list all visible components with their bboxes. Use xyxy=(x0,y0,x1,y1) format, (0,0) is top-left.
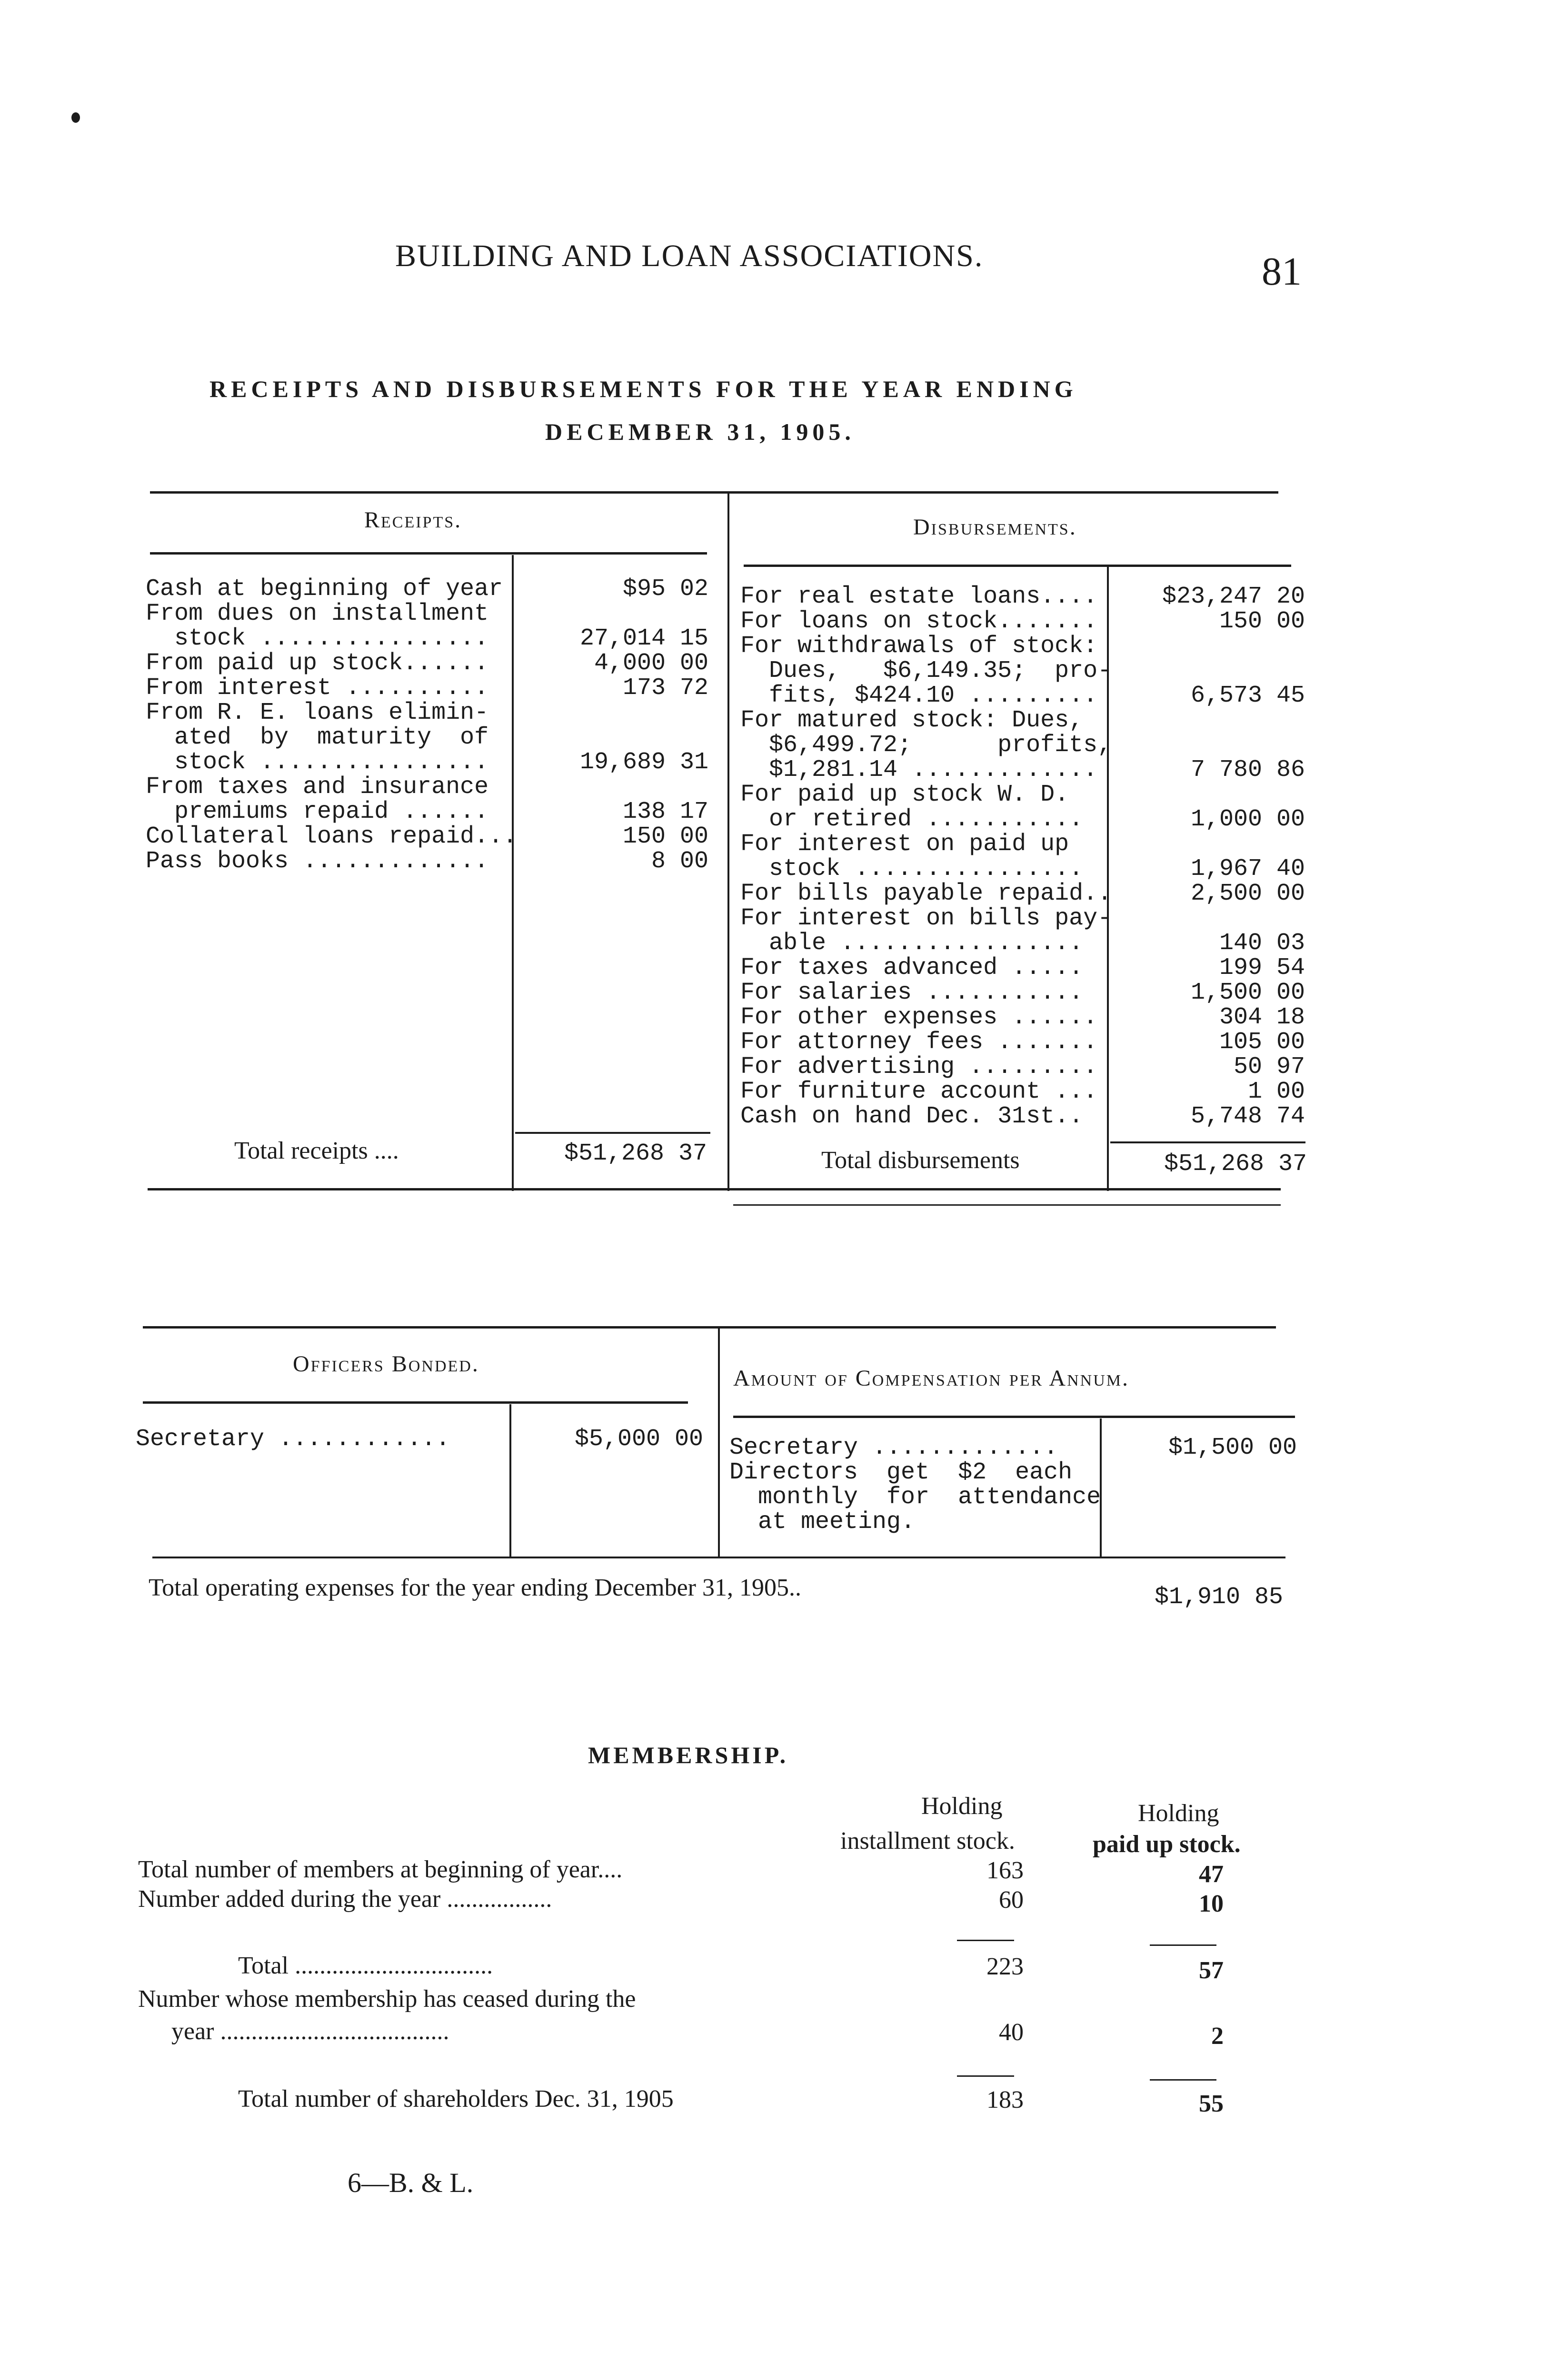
row-amount: 1,967 40 xyxy=(1190,855,1305,883)
row-label: For other expenses ...... xyxy=(740,1004,1098,1031)
row-amount: $5,000 00 xyxy=(574,1426,703,1453)
row-amount: 7 780 86 xyxy=(1190,756,1305,783)
row-label: For advertising ......... xyxy=(740,1053,1098,1081)
membership-paid-up-count: 55 xyxy=(1199,2090,1224,2117)
row-label: monthly for attendance xyxy=(729,1484,1101,1511)
row-amount: 105 00 xyxy=(1219,1029,1305,1056)
total-disbursements-label: Total disbursements xyxy=(821,1147,1020,1174)
page-number: 81 xyxy=(1262,249,1302,294)
row-amount: 8 00 xyxy=(651,848,708,875)
row-label: Secretary ............. xyxy=(729,1434,1058,1461)
row-label: For interest on bills pay- xyxy=(740,905,1112,932)
section-title-line1: RECEIPTS AND DISBURSEMENTS FOR THE YEAR ENDING xyxy=(209,376,1077,402)
membership-heading: MEMBERSHIP. xyxy=(588,1742,789,1768)
total-receipts-amount: $51,268 37 xyxy=(564,1140,707,1167)
officers-heading: Officers Bonded. xyxy=(293,1351,479,1377)
row-label: From paid up stock...... xyxy=(146,650,489,677)
total-receipts-label: Total receipts .... xyxy=(234,1137,399,1164)
row-label: premiums repaid ...... xyxy=(146,798,489,825)
row-label: For bills payable repaid.. xyxy=(740,880,1112,907)
row-amount: 1 00 xyxy=(1247,1078,1305,1105)
row-amount: 19,689 31 xyxy=(579,749,708,776)
membership-installment-count: 60 xyxy=(999,1886,1024,1914)
row-label: For withdrawals of stock: xyxy=(740,633,1098,660)
membership-paid-up-count: 10 xyxy=(1199,1890,1224,1917)
row-label: Secretary ............ xyxy=(136,1426,450,1453)
membership-col2-header-line1: Holding xyxy=(1138,1800,1219,1827)
row-label: For real estate loans.... xyxy=(740,583,1098,610)
running-title: BUILDING AND LOAN ASSOCIATIONS. xyxy=(395,238,984,273)
membership-paid-up-count: 2 xyxy=(1211,2023,1224,2050)
row-amount: 2,500 00 xyxy=(1190,880,1305,907)
membership-total-rule-2 xyxy=(1150,2079,1216,2081)
row-amount: 304 18 xyxy=(1219,1004,1305,1031)
compensation-heading: Amount of Compensation per Annum. xyxy=(733,1366,1129,1391)
membership-subtotal-rule-1 xyxy=(957,1940,1014,1941)
membership-row-label: year ..................................... xyxy=(171,2018,449,2045)
row-amount: $23,247 20 xyxy=(1162,583,1305,610)
membership-row-label: Total ................................ xyxy=(238,1952,493,1979)
row-amount: 138 17 xyxy=(622,798,708,825)
row-label: stock ................ xyxy=(740,855,1084,883)
row-amount: 150 00 xyxy=(1219,608,1305,635)
row-amount: 150 00 xyxy=(622,823,708,850)
row-label: ated by maturity of xyxy=(146,724,489,751)
footer-signature: 6—B. & L. xyxy=(348,2167,474,2198)
row-amount: 173 72 xyxy=(622,674,708,702)
ink-speck xyxy=(71,112,80,123)
row-label: For paid up stock W. D. xyxy=(740,781,1069,808)
membership-subtotal-rule-2 xyxy=(1150,1944,1216,1946)
membership-row-label: Total number of members at beginning of year.... xyxy=(138,1856,623,1883)
membership-col2-header-line2: paid up stock. xyxy=(1093,1831,1241,1858)
row-label: stock ................ xyxy=(146,749,489,776)
row-label: Cash on hand Dec. 31st.. xyxy=(740,1103,1084,1130)
row-amount: $1,500 00 xyxy=(1168,1434,1297,1461)
row-amount: $95 02 xyxy=(622,575,708,603)
row-label: fits, $424.10 ......... xyxy=(740,682,1098,709)
row-label: From taxes and insurance xyxy=(146,774,489,801)
operating-expenses-label: Total operating expenses for the year ending December 31, 1905.. xyxy=(149,1574,801,1601)
membership-paid-up-count: 47 xyxy=(1199,1861,1224,1888)
row-label: at meeting. xyxy=(729,1508,916,1536)
row-amount: 27,014 15 xyxy=(579,625,708,652)
row-label: For attorney fees ....... xyxy=(740,1029,1098,1056)
row-label: For taxes advanced ..... xyxy=(740,954,1084,982)
row-label: Cash at beginning of year xyxy=(146,575,503,603)
row-label: From dues on installment xyxy=(146,600,489,627)
row-amount: 199 54 xyxy=(1219,954,1305,982)
row-label: or retired ........... xyxy=(740,806,1084,833)
row-label: $1,281.14 ............. xyxy=(740,756,1098,783)
membership-row-label: Number whose membership has ceased during the xyxy=(138,1985,636,2013)
membership-paid-up-count: 57 xyxy=(1199,1957,1224,1984)
row-amount: 1,000 00 xyxy=(1190,806,1305,833)
row-label: For furniture account ... xyxy=(740,1078,1098,1105)
membership-total-rule-1 xyxy=(957,2075,1014,2077)
membership-installment-count: 223 xyxy=(986,1953,1024,1980)
row-amount: 140 03 xyxy=(1219,930,1305,957)
row-label: Dues, $6,149.35; pro- xyxy=(740,657,1112,684)
row-amount: 1,500 00 xyxy=(1190,979,1305,1006)
row-label: $6,499.72; profits, xyxy=(740,732,1112,759)
row-label: From R. E. loans elimin- xyxy=(146,699,489,726)
membership-installment-count: 163 xyxy=(986,1857,1024,1884)
row-label: For salaries ........... xyxy=(740,979,1084,1006)
operating-expenses-amount: $1,910 85 xyxy=(1154,1584,1283,1611)
row-label: For matured stock: Dues, xyxy=(740,707,1084,734)
membership-installment-count: 183 xyxy=(986,2086,1024,2113)
total-disbursements-amount: $51,268 37 xyxy=(1164,1150,1307,1178)
membership-row-label: Number added during the year ................. xyxy=(138,1885,552,1913)
membership-installment-count: 40 xyxy=(999,2019,1024,2046)
membership-row-label: Total number of shareholders Dec. 31, 1905 xyxy=(238,2085,674,2112)
row-label: stock ................ xyxy=(146,625,489,652)
row-label: Directors get $2 each xyxy=(729,1459,1073,1486)
row-label: Collateral loans repaid... xyxy=(146,823,518,850)
row-label: For loans on stock....... xyxy=(740,608,1098,635)
row-amount: 4,000 00 xyxy=(594,650,708,677)
row-amount: 50 97 xyxy=(1233,1053,1305,1081)
membership-list xyxy=(138,0,1309,2380)
receipts-heading: Receipts. xyxy=(364,507,462,533)
disbursements-heading: Disbursements. xyxy=(913,515,1077,540)
row-amount: 6,573 45 xyxy=(1190,682,1305,709)
membership-col1-header-line1: Holding xyxy=(921,1793,1003,1820)
row-label: From interest .......... xyxy=(146,674,489,702)
section-title-line2: DECEMBER 31, 1905. xyxy=(545,418,855,445)
row-amount: 5,748 74 xyxy=(1190,1103,1305,1130)
membership-col1-header-line2: installment stock. xyxy=(840,1827,1015,1854)
row-label: able ................. xyxy=(740,930,1084,957)
row-label: For interest on paid up xyxy=(740,831,1069,858)
row-label: Pass books ............. xyxy=(146,848,489,875)
